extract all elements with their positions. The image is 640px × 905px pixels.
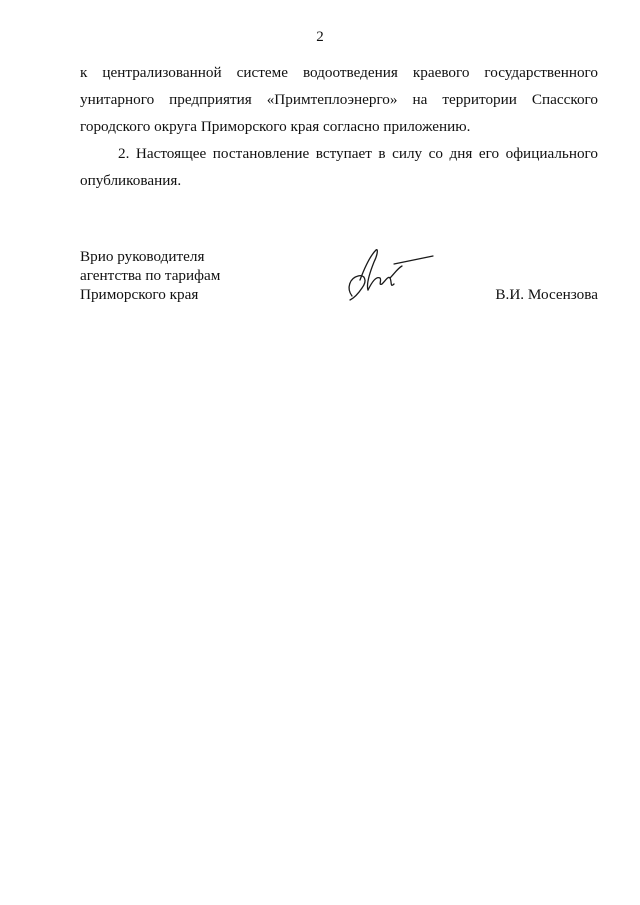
body-paragraph-continuation: [80, 59, 598, 140]
position-line: Приморского края: [80, 286, 199, 303]
position-line: Врио руководителя: [80, 248, 205, 265]
paragraph-line: к централизованной системе водоотведения краевого государственного: [80, 64, 598, 81]
position-line: агентства по тарифам: [80, 267, 221, 284]
page-number: 2: [316, 29, 324, 45]
paragraph-line: опубликования.: [80, 172, 182, 189]
paragraph-line: 2. Настоящее постановление вступает в силу со дня его официального: [118, 145, 598, 162]
paragraph-line: городского округа Приморского края согласно приложению.: [80, 118, 471, 135]
signature-block: [80, 247, 600, 304]
signatory-name: В.И. Мосензова: [495, 286, 598, 303]
paragraph-line: унитарного предприятия «Примтеплоэнерго» на территории Спасского: [80, 91, 598, 108]
handwritten-signature: [338, 244, 438, 302]
body-paragraph-effective-date: [80, 140, 598, 194]
